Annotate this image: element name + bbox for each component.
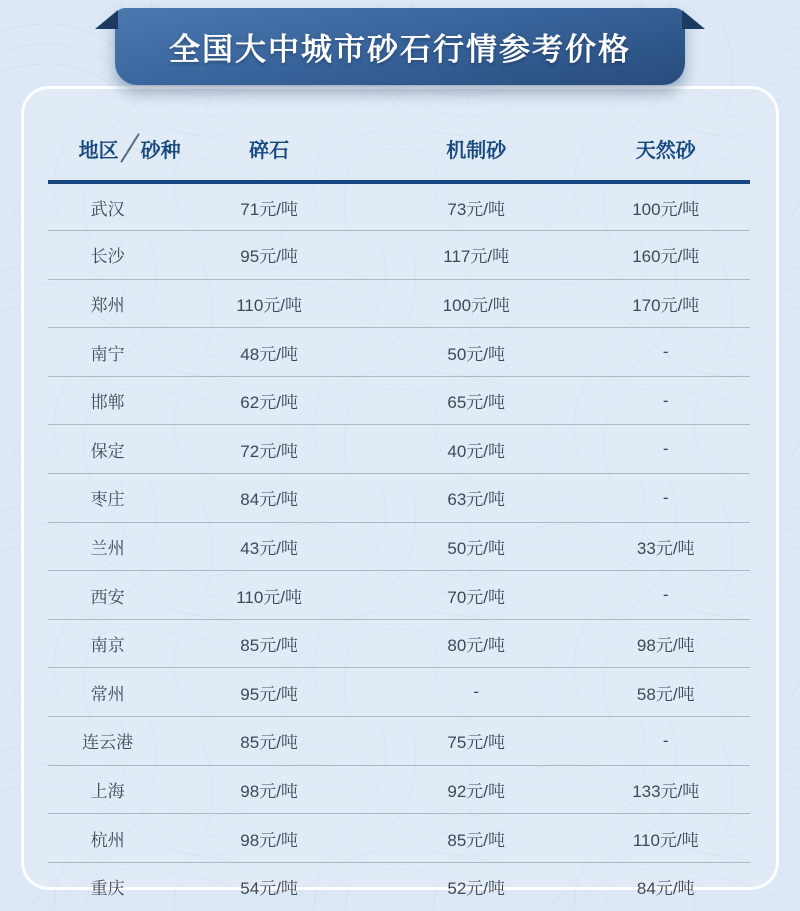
price-cell-machine-sand: 100元/吨: [371, 279, 582, 328]
table-row: [48, 571, 750, 620]
city-cell: 郑州: [48, 279, 167, 328]
price-cell-natural-sand: 58元/吨: [582, 668, 751, 717]
table-row: [48, 668, 750, 717]
city-cell: 保定: [48, 425, 167, 474]
column-header-machine-sand: 机制砂: [371, 111, 582, 182]
city-cell: 上海: [48, 765, 167, 814]
price-cell-crushed-stone: 110元/吨: [167, 279, 371, 328]
price-table: [48, 111, 750, 911]
price-cell-crushed-stone: 98元/吨: [167, 814, 371, 863]
table-row: [48, 279, 750, 328]
price-cell-natural-sand: -: [582, 474, 751, 523]
price-cell-machine-sand: 117元/吨: [371, 231, 582, 280]
price-cell-natural-sand: 133元/吨: [582, 765, 751, 814]
city-cell: 兰州: [48, 522, 167, 571]
price-cell-crushed-stone: 71元/吨: [240, 199, 298, 219]
col-axis-label: 砂种: [140, 139, 181, 162]
city-cell: 枣庄: [48, 474, 167, 523]
table-row: [48, 522, 750, 571]
price-cell-machine-sand: 50元/吨: [371, 328, 582, 377]
price-cell-crushed-stone: 84元/吨: [167, 474, 371, 523]
city-cell: 西安: [48, 571, 167, 620]
city-cell: 常州: [48, 668, 167, 717]
table-row: [48, 765, 750, 814]
table-row: [48, 231, 750, 280]
price-cell-natural-sand: 100元/吨: [632, 199, 700, 219]
price-cell-machine-sand: 65元/吨: [371, 376, 582, 425]
table-row: [48, 182, 750, 231]
price-cell-natural-sand: -: [582, 571, 751, 620]
table-row: [48, 717, 750, 766]
page-title: 全国大中城市砂石行情参考价格: [169, 32, 631, 67]
price-cell-crushed-stone: 48元/吨: [167, 328, 371, 377]
column-header-natural-sand: 天然砂: [582, 111, 751, 182]
price-cell-machine-sand: 40元/吨: [371, 425, 582, 474]
table-row: [48, 474, 750, 523]
price-cell-machine-sand: -: [371, 668, 582, 717]
price-cell-crushed-stone: 85元/吨: [167, 619, 371, 668]
price-cell-crushed-stone: 72元/吨: [167, 425, 371, 474]
price-cell-machine-sand: 63元/吨: [371, 474, 582, 523]
price-cell-crushed-stone: 62元/吨: [167, 376, 371, 425]
table-row: [48, 862, 750, 911]
city-cell: 重庆: [48, 862, 167, 911]
city-cell: 连云港: [48, 717, 167, 766]
price-cell-natural-sand: 33元/吨: [582, 522, 751, 571]
table-row: [48, 814, 750, 863]
table-header-row: [48, 111, 750, 182]
city-cell: 长沙: [48, 231, 167, 280]
price-cell-crushed-stone: 43元/吨: [167, 522, 371, 571]
price-cell-natural-sand: 160元/吨: [582, 231, 751, 280]
price-cell-natural-sand: 170元/吨: [582, 279, 751, 328]
price-cell-crushed-stone: 54元/吨: [167, 862, 371, 911]
price-cell-crushed-stone: 85元/吨: [167, 717, 371, 766]
price-cell-machine-sand: 73元/吨: [447, 199, 506, 219]
price-table-card: [21, 86, 779, 899]
row-axis-label: 地区: [78, 139, 119, 162]
city-cell: 武汉: [90, 199, 125, 219]
price-cell-natural-sand: -: [582, 717, 751, 766]
diagonal-divider-icon: [120, 133, 140, 163]
price-cell-natural-sand: 84元/吨: [582, 862, 751, 911]
price-cell-natural-sand: -: [582, 328, 751, 377]
price-cell-crushed-stone: 95元/吨: [167, 668, 371, 717]
city-cell: 杭州: [48, 814, 167, 863]
price-cell-crushed-stone: 98元/吨: [167, 765, 371, 814]
price-cell-natural-sand: -: [582, 425, 751, 474]
table-row: [48, 376, 750, 425]
price-cell-natural-sand: -: [582, 376, 751, 425]
price-cell-machine-sand: 70元/吨: [371, 571, 582, 620]
price-cell-machine-sand: 50元/吨: [371, 522, 582, 571]
price-cell-machine-sand: 80元/吨: [371, 619, 582, 668]
table-row: [48, 619, 750, 668]
city-cell: 南宁: [48, 328, 167, 377]
table-row: [48, 425, 750, 474]
column-header-crushed-stone: 碎石: [167, 111, 371, 182]
corner-header-cell: [48, 111, 181, 182]
table-row: [48, 328, 750, 377]
price-cell-crushed-stone: 95元/吨: [167, 231, 371, 280]
price-cell-machine-sand: 92元/吨: [371, 765, 582, 814]
price-cell-natural-sand: 98元/吨: [582, 619, 751, 668]
city-cell: 南京: [48, 619, 167, 668]
title-ribbon: [115, 8, 685, 85]
price-cell-machine-sand: 85元/吨: [371, 814, 582, 863]
price-cell-machine-sand: 52元/吨: [371, 862, 582, 911]
price-cell-machine-sand: 75元/吨: [371, 717, 582, 766]
price-cell-crushed-stone: 110元/吨: [167, 571, 371, 620]
price-cell-natural-sand: 110元/吨: [582, 814, 751, 863]
city-cell: 邯郸: [48, 376, 167, 425]
